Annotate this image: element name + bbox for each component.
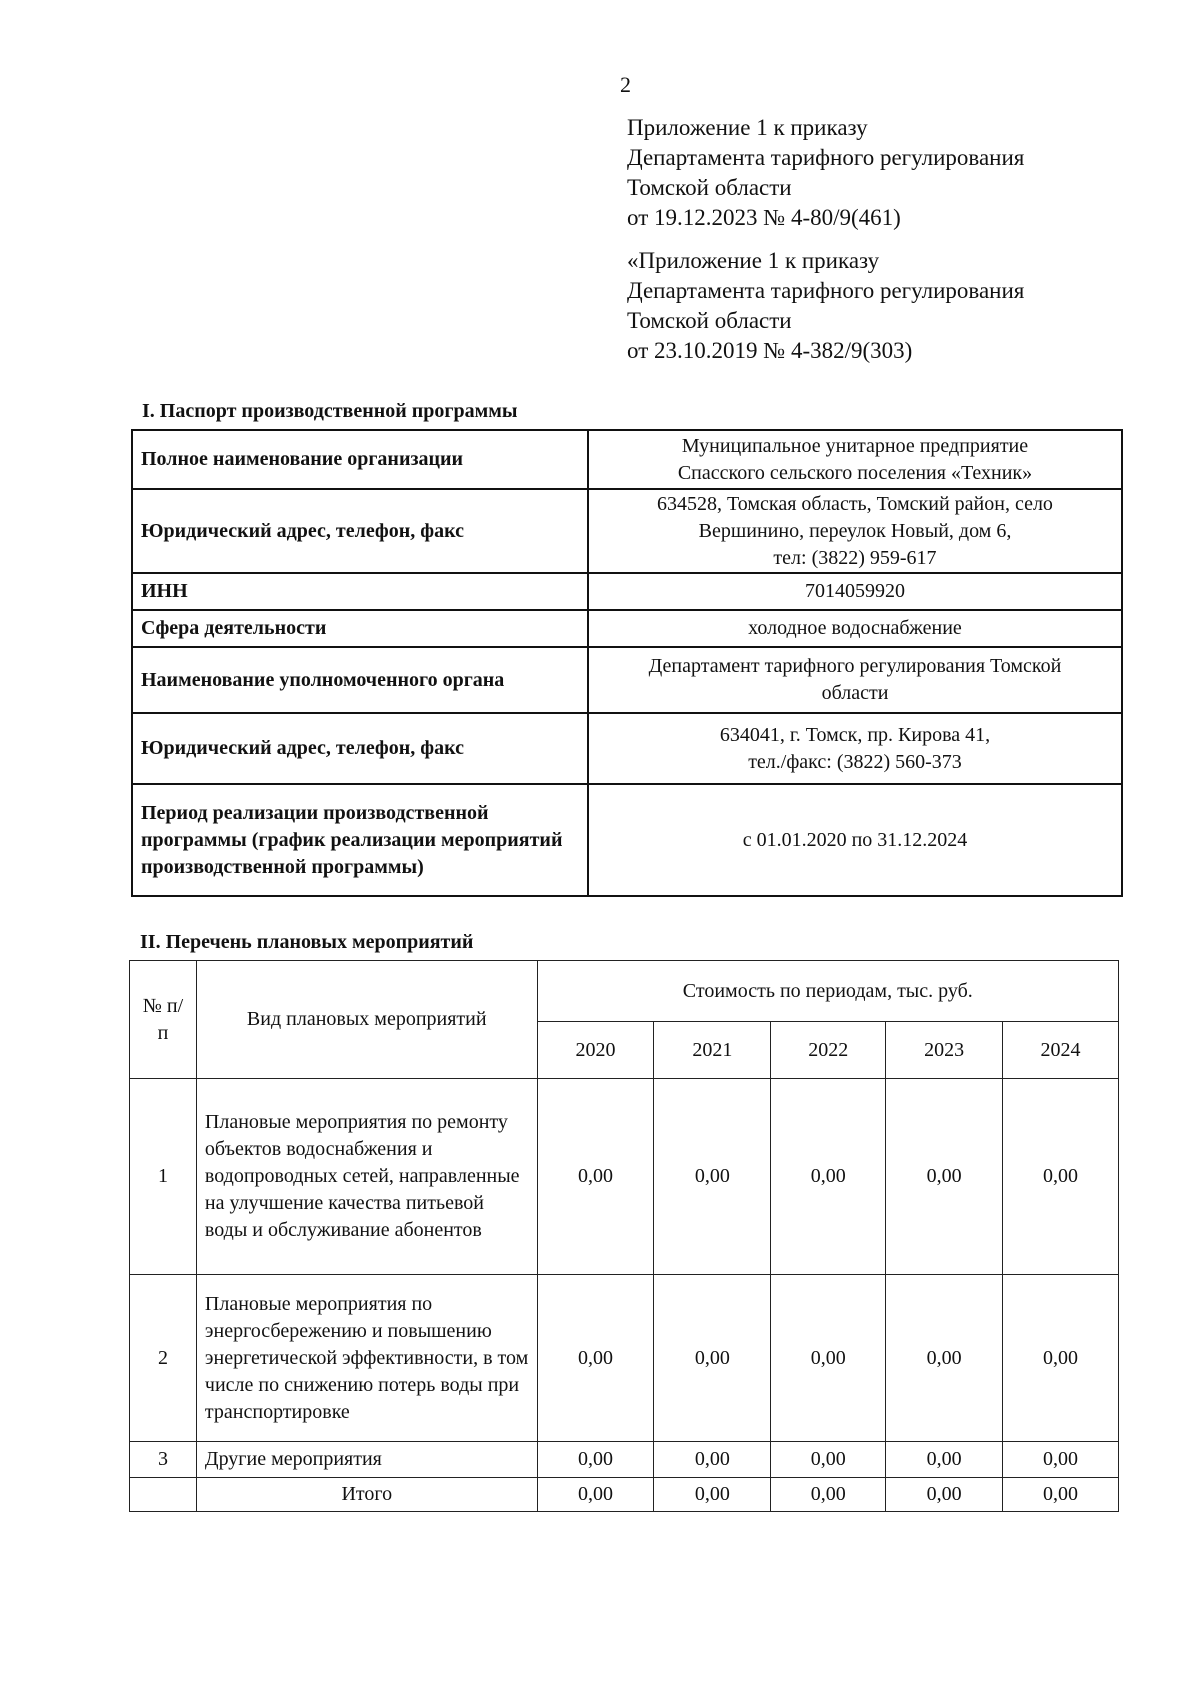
passport-value-line: 634528, Томская область, Томский район, село	[657, 492, 1053, 515]
passport-value-line: 7014059920	[805, 580, 905, 602]
header-line: Департамента тарифного регулирования	[627, 145, 1025, 170]
passport-value	[588, 489, 1122, 573]
passport-key: Юридический адрес, телефон, факс	[132, 713, 588, 784]
measure-description: Другие мероприятия	[196, 1442, 537, 1478]
year-header: 2021	[654, 1022, 771, 1079]
annex-header-original	[627, 246, 1024, 366]
cost-value: 0,00	[886, 1442, 1003, 1478]
passport-value-line: тел./факс: (3822) 560-373	[748, 750, 962, 773]
measure-description: Плановые мероприятия по энергосбережению и повышению энергетической эффективности, в том числе по снижению потерь воды при транспортировке	[196, 1275, 537, 1442]
section2-title: II. Перечень плановых мероприятий	[140, 931, 474, 953]
year-header: 2023	[886, 1022, 1003, 1079]
passport-row	[132, 573, 1122, 610]
cost-value: 0,00	[886, 1478, 1003, 1512]
row-number	[130, 1478, 197, 1512]
passport-value-line: 634041, г. Томск, пр. Кирова 41,	[719, 723, 991, 746]
cost-value: 0,00	[537, 1079, 654, 1275]
passport-row	[132, 610, 1122, 647]
total-row	[130, 1478, 1119, 1512]
cost-value: 0,00	[1003, 1079, 1119, 1275]
passport-value-line: Вершинино, переулок Новый, дом 6,	[698, 519, 1012, 542]
passport-value	[588, 430, 1122, 489]
table-row	[130, 1442, 1119, 1478]
table-row	[130, 1275, 1119, 1442]
cost-value: 0,00	[654, 1275, 771, 1442]
passport-value	[588, 784, 1122, 896]
passport-value	[588, 573, 1122, 610]
cost-value: 0,00	[1003, 1442, 1119, 1478]
header-line: Томской области	[627, 308, 792, 333]
cost-value: 0,00	[654, 1079, 771, 1275]
passport-value	[588, 610, 1122, 647]
cost-value: 0,00	[537, 1442, 654, 1478]
passport-key: Наименование уполномоченного органа	[132, 647, 588, 713]
header-line: от 19.12.2023 № 4-80/9(461)	[627, 205, 901, 230]
header-line: от 23.10.2019 № 4-382/9(303)	[627, 338, 913, 363]
cost-value: 0,00	[886, 1275, 1003, 1442]
cost-value: 0,00	[654, 1478, 771, 1512]
passport-table	[131, 429, 1123, 897]
measure-description: Плановые мероприятия по ремонту объектов водоснабжения и водопроводных сетей, направленные на улучшение качества питьевой воды и обслуживание абонентов	[196, 1079, 537, 1275]
annex-header-current	[627, 113, 1024, 233]
cost-value: 0,00	[537, 1275, 654, 1442]
header-line: Томской области	[627, 175, 792, 200]
total-label: Итого	[196, 1478, 537, 1512]
col-header-number: № п/п	[130, 961, 197, 1079]
table-row	[130, 1079, 1119, 1275]
passport-row	[132, 647, 1122, 713]
cost-value: 0,00	[886, 1079, 1003, 1275]
section1-title: I. Паспорт производственной программы	[142, 400, 518, 422]
cost-value: 0,00	[771, 1478, 886, 1512]
row-number: 3	[130, 1442, 197, 1478]
year-header: 2020	[537, 1022, 654, 1079]
cost-value: 0,00	[771, 1079, 886, 1275]
header-line: Приложение 1 к приказу	[627, 115, 868, 140]
cost-value: 0,00	[771, 1275, 886, 1442]
cost-value: 0,00	[771, 1442, 886, 1478]
passport-key: ИНН	[132, 573, 588, 610]
cost-value: 0,00	[1003, 1275, 1119, 1442]
cost-value: 0,00	[537, 1478, 654, 1512]
passport-value-line: Муниципальное унитарное предприятие	[681, 434, 1029, 457]
passport-value-line: тел: (3822) 959-617	[773, 546, 937, 569]
page-number: 2	[620, 72, 631, 97]
cost-value: 0,00	[654, 1442, 771, 1478]
year-header: 2022	[771, 1022, 886, 1079]
cost-value: 0,00	[1003, 1478, 1119, 1512]
passport-value	[588, 713, 1122, 784]
passport-value-line: области	[821, 682, 889, 704]
passport-row	[132, 713, 1122, 784]
row-number: 1	[130, 1079, 197, 1275]
header-line: Департамента тарифного регулирования	[627, 278, 1025, 303]
col-header-type: Вид плановых мероприятий	[196, 961, 537, 1079]
passport-key: Юридический адрес, телефон, факс	[132, 489, 588, 573]
passport-key: Период реализации производственной программы (график реализации мероприятий производственной программы)	[132, 784, 588, 896]
passport-key: Сфера деятельности	[132, 610, 588, 647]
row-number: 2	[130, 1275, 197, 1442]
passport-row	[132, 784, 1122, 896]
passport-value-line: Спасского сельского поселения «Техник»	[677, 461, 1033, 484]
header-line: «Приложение 1 к приказу	[627, 248, 880, 273]
passport-value	[588, 647, 1122, 713]
col-header-cost: Стоимость по периодам, тыс. руб.	[537, 961, 1118, 1022]
passport-value-line: с 01.01.2020 по 31.12.2024	[742, 828, 968, 851]
passport-key: Полное наименование организации	[132, 430, 588, 489]
year-header: 2024	[1003, 1022, 1119, 1079]
measures-table	[129, 960, 1119, 1512]
passport-row	[132, 489, 1122, 573]
passport-value-line: холодное водоснабжение	[748, 617, 962, 639]
passport-row	[132, 430, 1122, 489]
passport-value-line: Департамент тарифного регулирования Томской	[648, 655, 1062, 677]
